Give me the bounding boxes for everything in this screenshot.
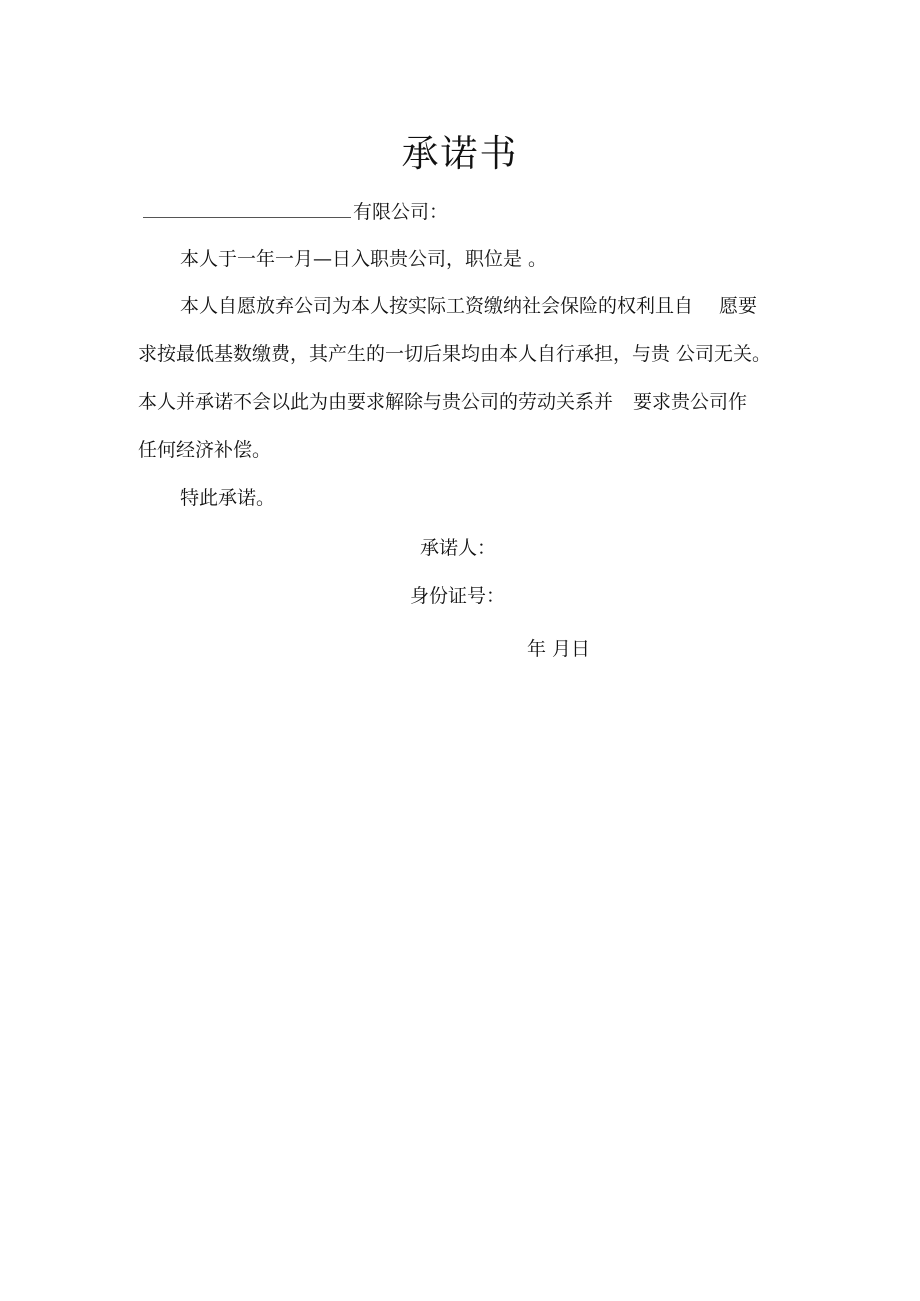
paragraph-waiver-line-1: [180, 293, 757, 319]
signer-label: 承诺人：: [420, 537, 497, 559]
waiver-line-1-a: 本人自愿放弃公司为本人按实际工资缴纳社会保险的权利且自: [180, 295, 694, 317]
document-title: 承诺书: [401, 132, 519, 175]
waiver-line-1-b: 愿要: [719, 295, 758, 317]
waiver-line-3-a: 本人并承诺不会以此为由要求解除与贵公司的劳动关系并: [138, 391, 614, 413]
paragraph-entry-date: 本人于一年一月—日入职贵公司，职位是 。: [180, 248, 548, 270]
date-label: 年 月日: [527, 638, 591, 660]
paragraph-waiver-line-4: 任何经济补偿。: [138, 439, 272, 461]
paragraph-waiver-line-3: [138, 389, 747, 415]
company-name-blank: [143, 198, 351, 218]
addressee-line: [143, 198, 448, 225]
paragraph-waiver-line-2: 求按最低基数缴费，其产生的一切后果均由本人自行承担，与贵 公司无关。: [138, 343, 772, 365]
id-number-label: 身份证号：: [410, 585, 506, 607]
closing-statement: 特此承诺。: [180, 487, 276, 509]
waiver-line-3-b: 要求贵公司作: [633, 391, 748, 413]
addressee-suffix: 有限公司：: [353, 201, 449, 223]
